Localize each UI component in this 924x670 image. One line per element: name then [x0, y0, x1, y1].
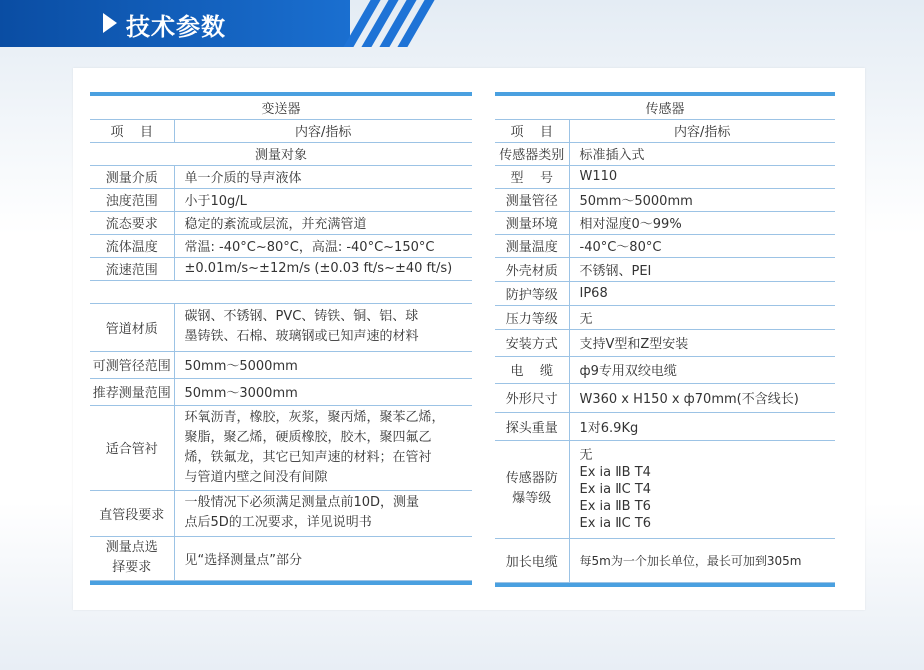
row-label: 流态要求 [90, 211, 174, 234]
table-row [495, 412, 835, 440]
table-row [495, 383, 835, 412]
row-value: IP68 [569, 281, 835, 305]
table-row [495, 305, 835, 329]
table-row [90, 351, 472, 378]
row-value: 标准插入式 [569, 142, 835, 165]
label-line: 爆等级 [512, 491, 552, 506]
row-label: 型 号 [495, 165, 569, 188]
spacer-row [90, 280, 472, 303]
row-value: ±0.01m/s~±12m/s (±0.03 ft/s~±40 ft/s) [174, 257, 472, 280]
row-value: 不锈钢、PEI [569, 257, 835, 281]
value-line: 环氧沥青，橡胶，灰浆，聚丙烯，聚苯乙烯， [184, 409, 445, 425]
row-value [569, 440, 835, 538]
table-row [90, 405, 472, 490]
row-value: 1对6.9Kg [569, 412, 835, 440]
value-line: 聚脂，聚乙烯，硬质橡胶，胶木，聚四氟乙 [184, 429, 432, 445]
page-title: 技术参数 [126, 13, 226, 41]
row-value: 稳定的紊流或层流，并充满管道 [174, 211, 472, 234]
row-value [174, 303, 472, 351]
row-label: 传感器类别 [495, 142, 569, 165]
spec-card [73, 68, 865, 610]
row-label: 管道材质 [90, 303, 174, 351]
row-label: 外形尺寸 [495, 383, 569, 412]
table-row [495, 165, 835, 188]
row-label: 测量介质 [90, 165, 174, 188]
value-line: Ex ia ⅡC T4 [579, 481, 652, 497]
table-title: 变送器 [90, 96, 472, 119]
row-value: W360 x H150 x ф70mm(不含线长) [569, 383, 835, 412]
table-row [90, 536, 472, 580]
table-title: 传感器 [495, 96, 835, 119]
table-row [90, 211, 472, 234]
value-line: 一般情况下必须满足测量点前10D，测量 [184, 495, 420, 510]
value-line: 碳钢、不锈钢、PVC、铸铁、铜、铝、球 [184, 309, 419, 324]
sensor-table [495, 92, 835, 587]
table-row [90, 490, 472, 536]
row-label: 压力等级 [495, 305, 569, 329]
row-label: 测量环境 [495, 211, 569, 234]
section-header: 测量对象 [90, 142, 472, 165]
row-label: 测量管径 [495, 188, 569, 211]
row-value: 单一介质的导声液体 [174, 165, 472, 188]
table-row [495, 211, 835, 234]
value-line: Ex ia ⅡB T6 [579, 498, 651, 514]
row-value: 50mm～3000mm [174, 378, 472, 405]
row-label: 安装方式 [495, 329, 569, 356]
column-header-content: 内容/指标 [174, 119, 472, 142]
row-label: 流速范围 [90, 257, 174, 280]
label-line: 传感器防 [505, 471, 558, 486]
row-label: 加长电缆 [495, 538, 569, 582]
column-header-content: 内容/指标 [569, 119, 835, 142]
row-label [90, 536, 174, 580]
table-row [495, 538, 835, 582]
row-value [174, 490, 472, 536]
row-value: 常温: -40°C~80°C，高温: -40°C~150°C [174, 234, 472, 257]
row-label: 浊度范围 [90, 188, 174, 211]
row-label: 流体温度 [90, 234, 174, 257]
label-line: 择要求 [112, 560, 152, 575]
row-value: 相对湿度0～99% [569, 211, 835, 234]
row-label: 外壳材质 [495, 257, 569, 281]
row-value: 50mm～5000mm [569, 188, 835, 211]
value-line: 无 [579, 447, 593, 463]
row-label: 直管段要求 [90, 490, 174, 536]
transmitter-table [90, 92, 472, 585]
table-row [495, 257, 835, 281]
row-label: 测量温度 [495, 234, 569, 257]
row-label: 适合管衬 [90, 405, 174, 490]
row-value: 小于10g/L [174, 188, 472, 211]
play-arrow-icon [103, 13, 117, 33]
table-row [90, 257, 472, 280]
table-row [495, 281, 835, 305]
column-header-item: 项 目 [495, 119, 569, 142]
row-label: 探头重量 [495, 412, 569, 440]
table-row [90, 188, 472, 211]
row-label: 可测管径范围 [90, 351, 174, 378]
row-label: 推荐测量范围 [90, 378, 174, 405]
row-label: 防护等级 [495, 281, 569, 305]
value-line: 点后5D的工况要求，详见说明书 [184, 515, 372, 530]
value-line: Ex ia ⅡB T4 [579, 464, 651, 480]
row-label: 电 缆 [495, 356, 569, 383]
row-value: -40°C～80°C [569, 234, 835, 257]
row-value: W110 [569, 165, 835, 188]
header-banner [0, 0, 440, 47]
value-line: 与管道内壁之间没有间隙 [184, 469, 328, 485]
table-row [495, 188, 835, 211]
row-value: ф9专用双绞电缆 [569, 356, 835, 383]
table-row [90, 165, 472, 188]
table-row [495, 356, 835, 383]
row-label [495, 440, 569, 538]
column-header-item: 项 目 [90, 119, 174, 142]
row-value: 50mm～5000mm [174, 351, 472, 378]
row-value [174, 405, 472, 490]
table-row [495, 329, 835, 356]
label-line: 测量点选 [105, 540, 158, 555]
row-value: 每5m为一个加长单位，最长可加到305m [569, 538, 835, 582]
table-row [90, 303, 472, 351]
table-row [495, 440, 835, 538]
table-row [495, 234, 835, 257]
row-value: 无 [569, 305, 835, 329]
value-line: Ex ia ⅡC T6 [579, 515, 652, 531]
table-row [495, 142, 835, 165]
row-value: 支持V型和Z型安装 [569, 329, 835, 356]
table-row [90, 234, 472, 257]
row-value: 见“选择测量点”部分 [174, 536, 472, 580]
table-row [90, 378, 472, 405]
value-line: 墨铸铁、石棉、玻璃钢或已知声速的材料 [184, 329, 419, 344]
value-line: 烯，铁氟龙，其它已知声速的材料；在管衬 [184, 449, 432, 465]
